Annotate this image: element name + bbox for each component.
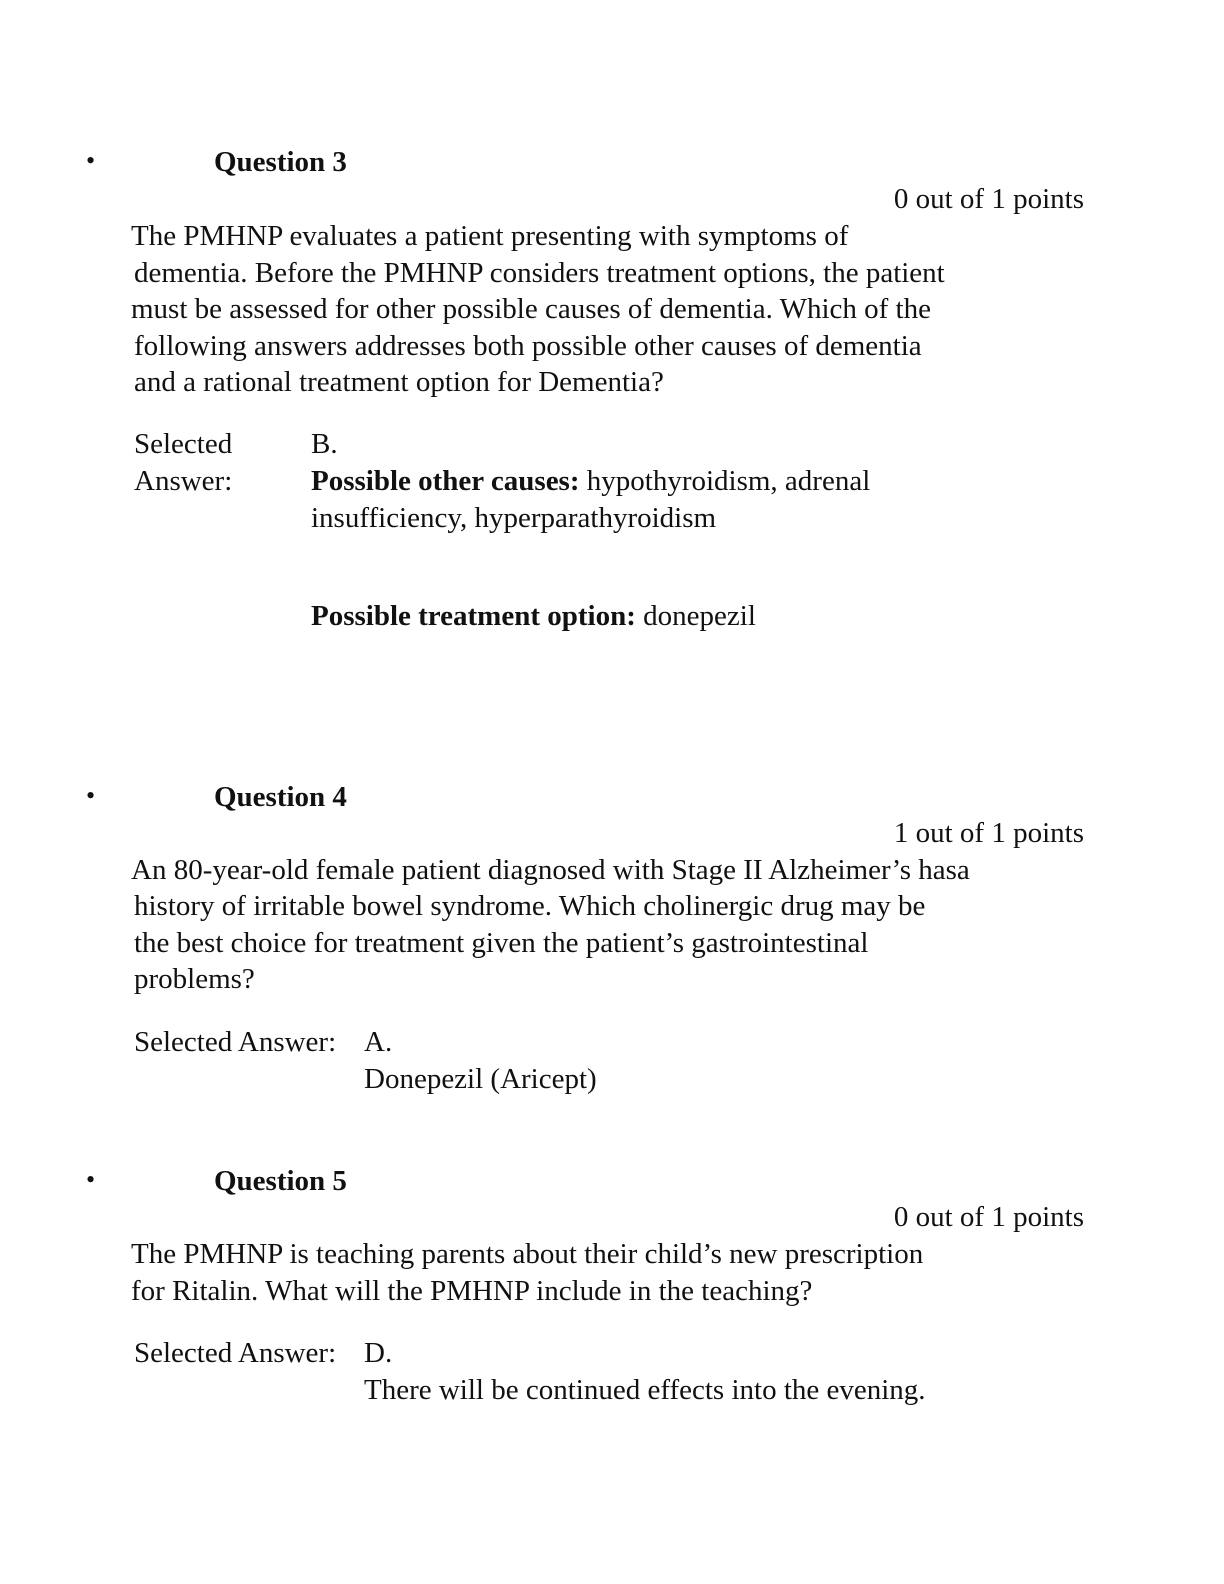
question-text-line: dementia. Before the PMHNP considers treatment options, the patient	[134, 257, 945, 289]
selected-answer-label: Answer:	[134, 465, 233, 497]
question-text-line: history of irritable bowel syndrome. Which cholinergic drug may be	[134, 890, 926, 922]
answer-text: There will be continued effects into the evening.	[364, 1374, 926, 1406]
question-title: Question 5	[214, 1165, 347, 1197]
question-title: Question 4	[214, 781, 347, 813]
treatment-label: Possible treatment option:	[311, 600, 636, 632]
answer-letter: A.	[364, 1026, 393, 1058]
selected-answer-label: Selected	[134, 428, 233, 460]
answer-letter: B.	[311, 428, 338, 460]
question-text-line: following answers addresses both possible other causes of dementia	[134, 330, 922, 362]
question-points: 0 out of 1 points	[893, 183, 1084, 215]
selected-answer-label: Selected Answer:	[134, 1337, 337, 1369]
question-text-line: and a rational treatment option for Dementia?	[134, 366, 664, 398]
question-points: 1 out of 1 points	[893, 817, 1084, 849]
question-text-line: problems?	[134, 963, 255, 995]
bullet-icon: •	[86, 146, 96, 175]
answer-text: Donepezil (Aricept)	[364, 1063, 597, 1095]
causes-text-continued: insufficiency, hyperparathyroidism	[311, 502, 717, 534]
question-text-line: The PMHNP evaluates a patient presenting with symptoms of	[131, 220, 849, 252]
treatment-text: donepezil	[635, 600, 756, 632]
bullet-icon: •	[86, 781, 96, 810]
bullet-icon: •	[86, 1165, 96, 1194]
question-text-line: The PMHNP is teaching parents about their child’s new prescription	[131, 1238, 924, 1270]
causes-text: hypothyroidism, adrenal	[579, 465, 871, 497]
question-text-line: An 80-year-old female patient diagnosed with Stage II Alzheimer’s hasa	[131, 854, 970, 886]
selected-answer-label: Selected Answer:	[134, 1026, 337, 1058]
answer-letter: D.	[364, 1337, 393, 1369]
causes-label: Possible other causes:	[311, 465, 580, 497]
question-text-line: must be assessed for other possible causes of dementia. Which of the	[131, 293, 931, 325]
question-text-line: for Ritalin. What will the PMHNP include in the teaching?	[131, 1275, 813, 1307]
answer-causes-line	[311, 465, 870, 498]
question-title: Question 3	[214, 146, 347, 178]
question-points: 0 out of 1 points	[893, 1201, 1084, 1233]
question-text-line: the best choice for treatment given the patient’s gastrointestinal	[134, 927, 869, 959]
answer-treatment-line	[311, 600, 756, 633]
